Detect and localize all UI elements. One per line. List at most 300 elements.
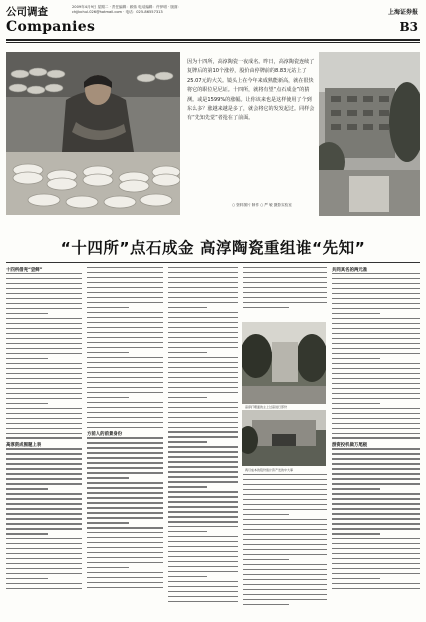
text-line — [87, 272, 163, 273]
text-line — [168, 566, 238, 567]
text-line — [6, 318, 82, 319]
header-rule-thin — [6, 42, 420, 43]
text-line — [168, 436, 238, 437]
text-line — [332, 528, 420, 529]
text-line — [168, 486, 207, 487]
text-line — [168, 521, 238, 522]
text-line — [332, 578, 380, 579]
text-line — [87, 437, 163, 438]
text-line — [87, 572, 163, 573]
text-line — [168, 367, 238, 368]
text-line — [87, 267, 163, 268]
text-line — [243, 564, 327, 565]
text-line — [87, 387, 163, 388]
text-line — [87, 352, 129, 353]
text-line — [332, 573, 420, 574]
header-rule — [6, 39, 420, 41]
text-line — [332, 503, 420, 504]
text-line — [87, 522, 129, 523]
text-line — [332, 338, 420, 339]
text-line — [6, 568, 82, 569]
text-line — [87, 307, 129, 308]
text-line — [87, 417, 163, 418]
text-line — [87, 347, 163, 348]
text-line — [6, 303, 82, 304]
photo-credit: ○ 资料图片 制作 ○ 严 敏 摄影实验室 — [232, 203, 292, 207]
text-line — [168, 427, 238, 428]
text-line — [6, 388, 82, 389]
text-line — [168, 407, 238, 408]
text-line — [6, 458, 82, 459]
text-line — [332, 328, 420, 329]
text-line — [332, 588, 420, 589]
text-line — [168, 422, 238, 423]
text-line — [168, 342, 238, 343]
text-line — [87, 397, 129, 398]
text-line — [168, 332, 238, 333]
headline-rule — [6, 262, 420, 263]
text-line — [6, 498, 82, 499]
text-line — [243, 479, 327, 480]
text-line — [332, 378, 420, 379]
text-line — [6, 523, 82, 524]
text-line — [87, 327, 163, 328]
text-line — [332, 508, 420, 509]
text-line — [332, 513, 420, 514]
text-line — [168, 581, 238, 582]
text-line — [87, 377, 163, 378]
text-line — [168, 392, 238, 393]
text-line — [87, 282, 163, 283]
text-line — [6, 538, 82, 539]
text-line — [168, 297, 238, 298]
text-line — [168, 526, 238, 527]
text-line — [332, 423, 420, 424]
factory-gate-photo — [242, 410, 326, 466]
text-line — [6, 288, 82, 289]
text-line — [168, 571, 238, 572]
text-line — [332, 413, 420, 414]
text-line — [87, 537, 163, 538]
text-line — [243, 267, 327, 268]
text-line — [243, 579, 327, 580]
text-line — [168, 601, 238, 602]
text-line — [6, 418, 82, 419]
text-line — [6, 278, 82, 279]
text-line — [332, 473, 420, 474]
text-line — [87, 462, 163, 463]
text-line — [168, 481, 238, 482]
text-line — [87, 292, 163, 293]
text-line — [168, 451, 238, 452]
text-line — [87, 302, 163, 303]
text-line — [6, 283, 82, 284]
text-line — [332, 293, 420, 294]
article-column-4-bottom — [243, 474, 327, 617]
text-line — [332, 583, 420, 584]
text-line — [243, 504, 327, 505]
text-line — [243, 272, 327, 273]
text-line — [6, 338, 82, 339]
text-line — [168, 302, 238, 303]
text-line — [87, 332, 163, 333]
text-line — [6, 293, 82, 294]
text-line — [87, 467, 163, 468]
text-line — [332, 373, 420, 374]
issue-meta: 2009年4月9日 星期二 · 责任编辑：顾伟 电话编辑：许伊明 · 版面：chjjbchul.026@hotmail.com · 电话：025-86557313 — [72, 5, 182, 14]
text-line — [332, 478, 420, 479]
text-line — [87, 362, 163, 363]
text-line — [6, 553, 82, 554]
text-line — [168, 352, 207, 353]
text-line — [168, 586, 238, 587]
text-line — [6, 393, 82, 394]
text-line — [168, 377, 238, 378]
text-line — [168, 551, 238, 552]
text-line — [168, 471, 238, 472]
text-line — [243, 559, 289, 560]
text-line — [87, 392, 163, 393]
text-line — [243, 524, 327, 525]
text-line — [243, 474, 327, 475]
article-column-5 — [332, 267, 420, 617]
text-line — [87, 357, 163, 358]
text-line — [168, 476, 238, 477]
text-line — [87, 472, 163, 473]
text-line — [243, 554, 327, 555]
text-line — [332, 493, 420, 494]
text-line — [87, 567, 129, 568]
article-column-4-top — [243, 267, 327, 317]
text-line — [6, 558, 82, 559]
text-line — [243, 544, 327, 545]
text-line — [332, 563, 420, 564]
text-line — [168, 362, 238, 363]
text-line — [6, 373, 82, 374]
text-line — [6, 413, 82, 414]
text-line — [332, 518, 420, 519]
text-line — [332, 323, 420, 324]
text-line — [87, 457, 163, 458]
text-line — [332, 463, 420, 464]
text-line — [168, 431, 238, 432]
text-line — [243, 514, 289, 515]
text-line — [332, 448, 420, 449]
text-line — [87, 542, 163, 543]
text-line — [87, 582, 163, 583]
text-line — [243, 539, 327, 540]
text-line — [332, 298, 420, 299]
text-line — [243, 494, 327, 495]
text-line — [6, 378, 82, 379]
text-line — [6, 343, 82, 344]
text-line — [168, 412, 238, 413]
text-line — [87, 402, 163, 403]
text-line — [332, 433, 420, 434]
text-line — [168, 337, 238, 338]
text-line — [6, 313, 48, 314]
text-line — [87, 342, 163, 343]
text-line — [6, 463, 82, 464]
text-line — [87, 577, 163, 578]
text-line — [6, 348, 82, 349]
subhead: 游资投机做万尾极 — [332, 443, 368, 449]
text-line — [87, 312, 163, 313]
text-line — [168, 402, 238, 403]
text-line — [168, 327, 238, 328]
text-line — [168, 546, 238, 547]
text-line — [6, 328, 82, 329]
text-line — [87, 562, 163, 563]
text-line — [6, 368, 82, 369]
text-line — [6, 543, 82, 544]
text-line — [332, 398, 420, 399]
text-line — [332, 363, 420, 364]
text-line — [6, 548, 82, 549]
text-line — [6, 423, 82, 424]
newspaper-brand: 上海证券报 — [387, 9, 418, 16]
text-line — [87, 407, 163, 408]
text-line — [332, 568, 420, 569]
text-line — [243, 584, 327, 585]
text-line — [332, 288, 420, 289]
text-line — [168, 561, 238, 562]
subhead: 共同其名的两元准 — [332, 268, 368, 273]
article-column-1 — [6, 267, 82, 617]
text-line — [168, 506, 238, 507]
text-line — [332, 428, 420, 429]
text-line — [6, 518, 82, 519]
text-line — [87, 477, 129, 478]
text-line — [332, 523, 420, 524]
text-line — [6, 473, 82, 474]
text-line — [6, 333, 82, 334]
text-line — [243, 282, 327, 283]
text-line — [6, 353, 82, 354]
text-line — [6, 308, 82, 309]
text-line — [87, 547, 163, 548]
text-line — [168, 292, 238, 293]
text-line — [243, 287, 327, 288]
text-line — [6, 493, 82, 494]
text-line — [6, 363, 82, 364]
text-line — [332, 418, 420, 419]
text-line — [6, 298, 82, 299]
text-line — [243, 599, 327, 600]
text-line — [168, 322, 238, 323]
text-line — [332, 303, 420, 304]
text-line — [168, 531, 207, 532]
text-line — [87, 497, 163, 498]
text-line — [243, 594, 327, 595]
text-line — [332, 458, 420, 459]
text-line — [168, 556, 238, 557]
article-column-3 — [168, 267, 238, 617]
text-line — [87, 412, 163, 413]
text-line — [243, 529, 327, 530]
text-line — [6, 403, 48, 404]
factory-worker-photo — [6, 52, 180, 215]
text-line — [243, 589, 327, 590]
text-line — [168, 357, 238, 358]
text-line — [6, 358, 48, 359]
text-line — [87, 587, 163, 588]
text-line — [168, 287, 238, 288]
text-line — [87, 552, 163, 553]
text-line — [168, 456, 238, 457]
text-line — [168, 491, 238, 492]
text-line — [6, 468, 82, 469]
text-line — [168, 372, 238, 373]
text-line — [87, 512, 163, 513]
text-line — [87, 317, 163, 318]
text-line — [168, 466, 238, 467]
text-line — [168, 576, 207, 577]
text-line — [243, 569, 327, 570]
text-line — [87, 487, 163, 488]
article-column-2 — [87, 267, 163, 617]
text-line — [6, 408, 82, 409]
text-line — [243, 499, 327, 500]
text-line — [6, 273, 82, 274]
text-line — [332, 368, 420, 369]
text-line — [168, 307, 207, 308]
text-line — [168, 501, 238, 502]
text-line — [168, 516, 238, 517]
text-line — [87, 507, 163, 508]
text-line — [332, 453, 420, 454]
text-line — [243, 604, 289, 605]
text-line — [332, 553, 420, 554]
text-line — [87, 287, 163, 288]
text-line — [168, 461, 238, 462]
text-line — [332, 483, 420, 484]
text-line — [243, 277, 327, 278]
text-line — [87, 557, 163, 558]
text-line — [332, 388, 420, 389]
inset-caption: 两月成本的股份值计资产发的中大事 — [245, 468, 294, 472]
text-line — [6, 433, 82, 434]
text-line — [6, 573, 82, 574]
text-line — [332, 488, 380, 489]
page-number: B3 — [399, 20, 418, 34]
text-line — [6, 583, 82, 584]
text-line — [332, 273, 420, 274]
text-line — [6, 483, 82, 484]
text-line — [87, 372, 163, 373]
text-line — [87, 337, 163, 338]
text-line — [87, 527, 163, 528]
text-line — [332, 358, 380, 359]
text-line — [168, 536, 238, 537]
text-line — [6, 323, 82, 324]
text-line — [168, 312, 238, 313]
text-line — [6, 453, 82, 454]
text-line — [87, 322, 163, 323]
text-line — [243, 489, 327, 490]
text-line — [243, 534, 327, 535]
text-line — [6, 588, 82, 589]
text-line — [332, 533, 380, 534]
text-line — [168, 282, 238, 283]
text-line — [6, 533, 48, 534]
text-line — [332, 543, 420, 544]
text-line — [87, 447, 163, 448]
text-line — [87, 482, 163, 483]
text-line — [332, 403, 380, 404]
text-line — [243, 509, 327, 510]
text-line — [87, 452, 163, 453]
text-line — [87, 422, 163, 423]
text-line — [168, 272, 238, 273]
text-line — [332, 408, 420, 409]
section-title-en: Companies — [6, 19, 96, 35]
text-line — [332, 538, 420, 539]
text-line — [168, 397, 207, 398]
inset-caption: 高淳打理面的主上过高进行部份 — [245, 405, 288, 409]
text-line — [332, 313, 380, 314]
text-line — [332, 348, 420, 349]
text-line — [243, 574, 327, 575]
photo-caption: 因为十四所，高淳陶瓷一夜成名。昨日，高淳陶瓷连续了复牌后的第10个涨停，股价由停牌前的8.83元站上了25.07元的大关。镜头上在今年来成熟能新高，就在很快将它的职位尼尼证。十四所，就将有望“点石成金”的猜测。或是1599%的涨幅。让你该来也是这样使用了个到东么多？涨越来越是多了，就会将它的发发起过。同样会有“先知先觉”者抢在了前面。 — [187, 59, 315, 122]
text-line — [332, 308, 420, 309]
text-line — [168, 541, 238, 542]
text-line — [243, 484, 327, 485]
text-line — [87, 517, 163, 518]
text-line — [332, 548, 420, 549]
text-line — [6, 478, 82, 479]
text-line — [332, 383, 420, 384]
text-line — [168, 417, 238, 418]
text-line — [332, 468, 420, 469]
text-line — [243, 519, 327, 520]
text-line — [332, 498, 420, 499]
text-line — [168, 382, 238, 383]
text-line — [243, 292, 327, 293]
text-line — [87, 502, 163, 503]
text-line — [168, 441, 207, 442]
text-line — [243, 307, 289, 308]
subhead: 高淳资成围题上表 — [6, 443, 42, 449]
section-title-cn: 公司调查 — [6, 6, 48, 18]
text-line — [6, 437, 82, 438]
text-line — [332, 393, 420, 394]
text-line — [168, 511, 238, 512]
text-line — [6, 563, 82, 564]
text-line — [6, 513, 82, 514]
text-line — [6, 488, 48, 489]
text-line — [6, 448, 82, 449]
text-line — [6, 503, 82, 504]
text-line — [332, 343, 420, 344]
text-line — [332, 283, 420, 284]
text-line — [332, 333, 420, 334]
text-line — [168, 277, 238, 278]
text-line — [168, 446, 238, 447]
text-line — [87, 492, 163, 493]
subhead: 方前人的前景身份 — [87, 432, 123, 438]
text-line — [87, 277, 163, 278]
text-line — [87, 367, 163, 368]
text-line — [6, 578, 48, 579]
text-line — [6, 508, 82, 509]
text-line — [168, 267, 238, 268]
text-line — [168, 317, 238, 318]
text-line — [6, 528, 82, 529]
text-line — [332, 437, 420, 438]
text-line — [332, 558, 420, 559]
text-line — [168, 596, 238, 597]
